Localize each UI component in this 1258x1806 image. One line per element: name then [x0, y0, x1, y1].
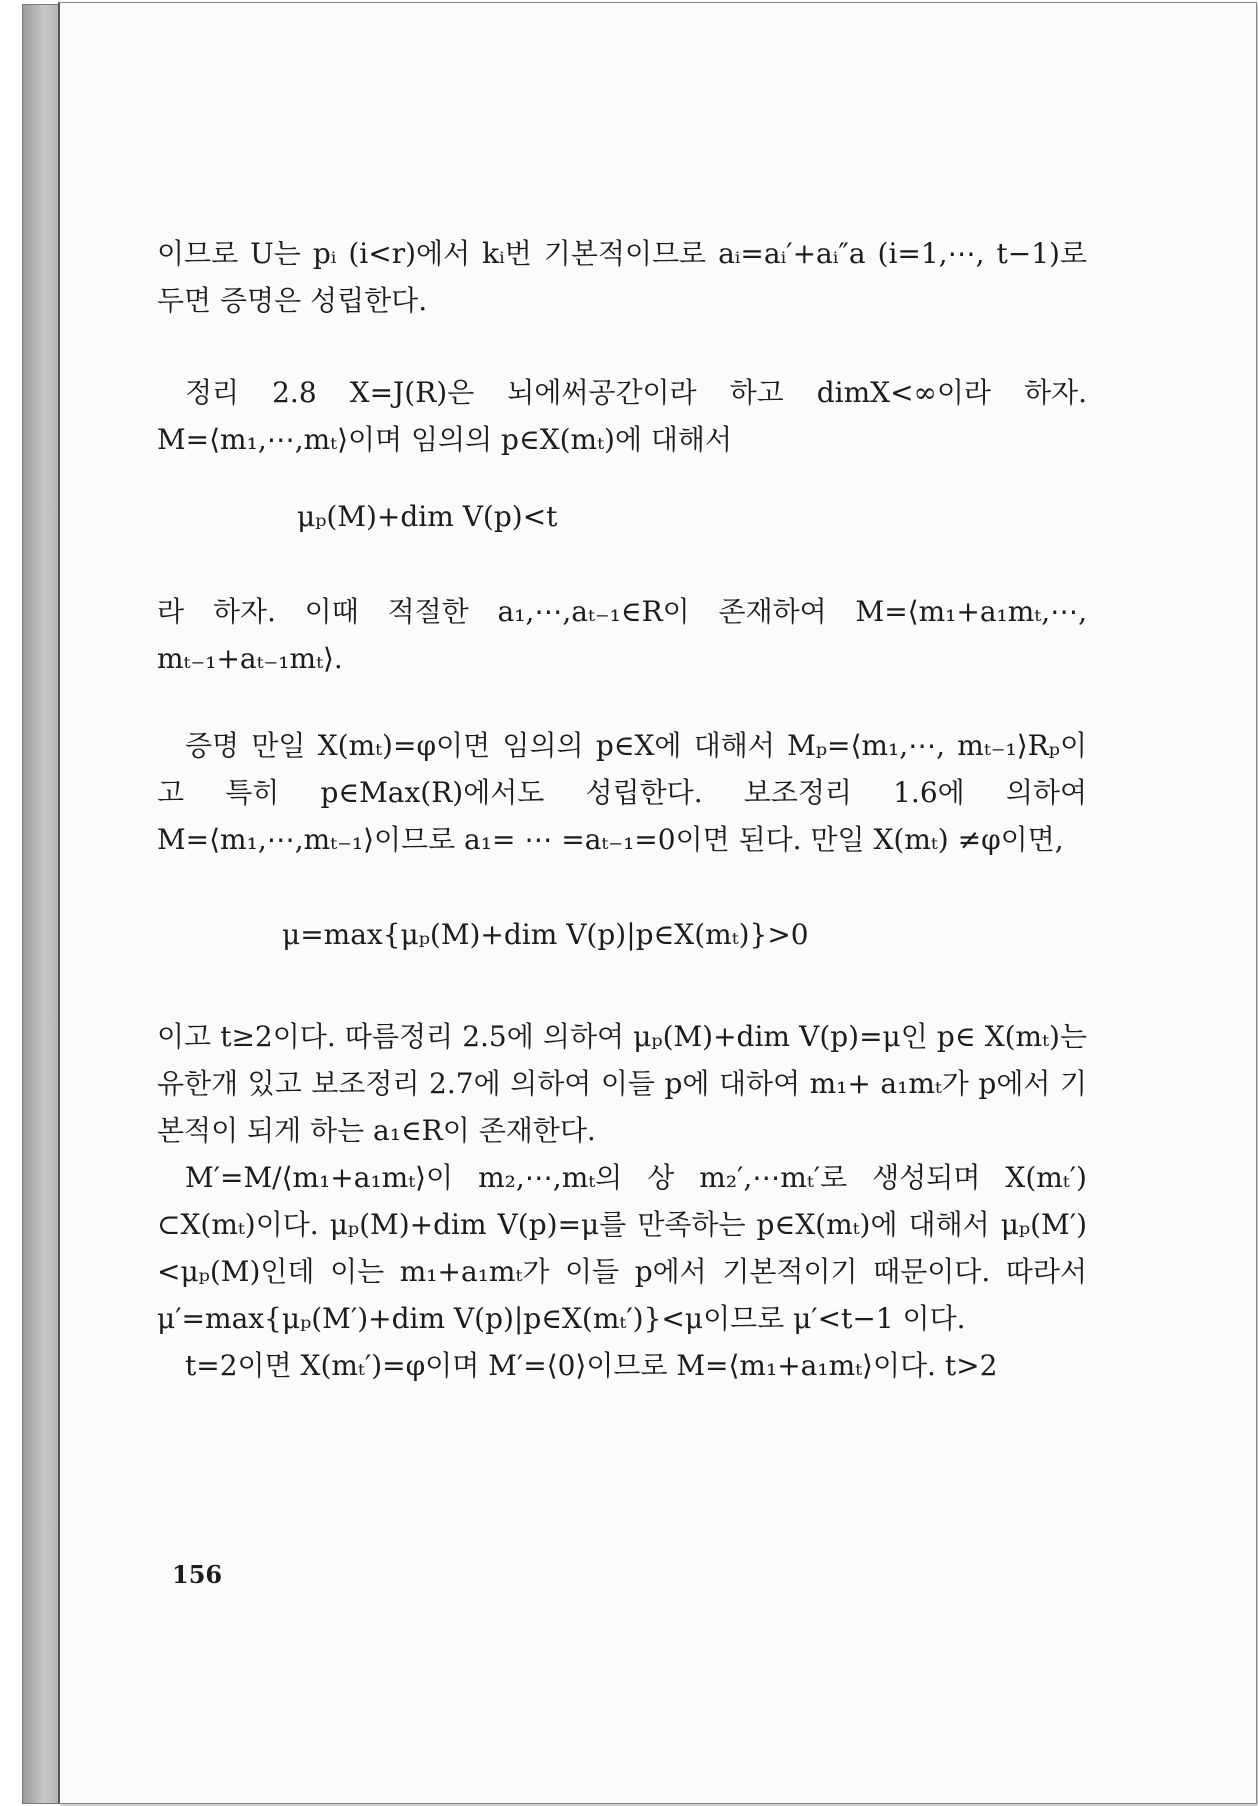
formula-2: μ=max{μₚ(M)+dim V(p)|p∈X(mₜ)}>0 [282, 918, 809, 951]
page-body [157, 230, 1087, 1389]
formula-1: μₚ(M)+dim V(p)<t [297, 500, 558, 533]
proof-paragraph: 증명 만일 X(mₜ)=φ이면 임의의 p∈X에 대해서 Mₚ=⟨m₁,⋯, mₜ₋₁⟩Rₚ이고 특히 p∈Max(R)에서도 성립한다. 보조정리 1.6에 의하여 M=⟨m₁,⋯,mₜ₋₁⟩이므로 a₁= ⋯ =aₜ₋₁=0이면 된다. 만일 X(mₜ) ≠φ이면, [157, 729, 1087, 856]
paragraph-1: 이므로 U는 pᵢ (i<r)에서 kᵢ번 기본적이므로 aᵢ=aᵢ′+aᵢ″a (i=1,⋯, t−1)로 두면 증명은 성립한다. [157, 237, 1087, 317]
paragraph-5: t=2이면 X(mₜ′)=φ이며 M′=⟨0⟩이므로 M=⟨m₁+a₁mₜ⟩이다. t>2 [185, 1349, 998, 1382]
page-number: 156 [172, 1560, 223, 1589]
paragraph-2: 라 하자. 이때 적절한 a₁,⋯,aₜ₋₁∈R이 존재하여 M=⟨m₁+a₁mₜ,⋯, mₜ₋₁+aₜ₋₁mₜ⟩. [157, 595, 1087, 675]
paragraph-4: M′=M/⟨m₁+a₁mₜ⟩이 m₂,⋯,mₜ의 상 m₂′,⋯mₜ′로 생성되며 X(mₜ′) ⊂X(mₜ)이다. μₚ(M)+dim V(p)=μ를 만족하는 p∈X(mₜ)에 대해서 μₚ(M′)<μₚ(M)인데 이는 m₁+a₁mₜ가 이들 p에서 기본적이기 때문이다. 따라서 μ′=max{μₚ(M′)+dim V(p)|p∈X(mₜ′)}<μ이므로 μ′<t−1 이다. [157, 1161, 1087, 1335]
paragraph-3: 이고 t≥2이다. 따름정리 2.5에 의하여 μₚ(M)+dim V(p)=μ인 p∈ X(mₜ)는 유한개 있고 보조정리 2.7에 의하여 이들 p에 대하여 m₁+ a₁mₜ가 p에서 기본적이 되게 하는 a₁∈R이 존재한다. [157, 1020, 1087, 1147]
theorem-2-8: 정리 2.8 X=J(R)은 뇌에써공간이라 하고 dimX<∞이라 하자. M=⟨m₁,⋯,mₜ⟩이며 임의의 p∈X(mₜ)에 대해서 [157, 376, 1087, 456]
book-spine [22, 4, 60, 1804]
